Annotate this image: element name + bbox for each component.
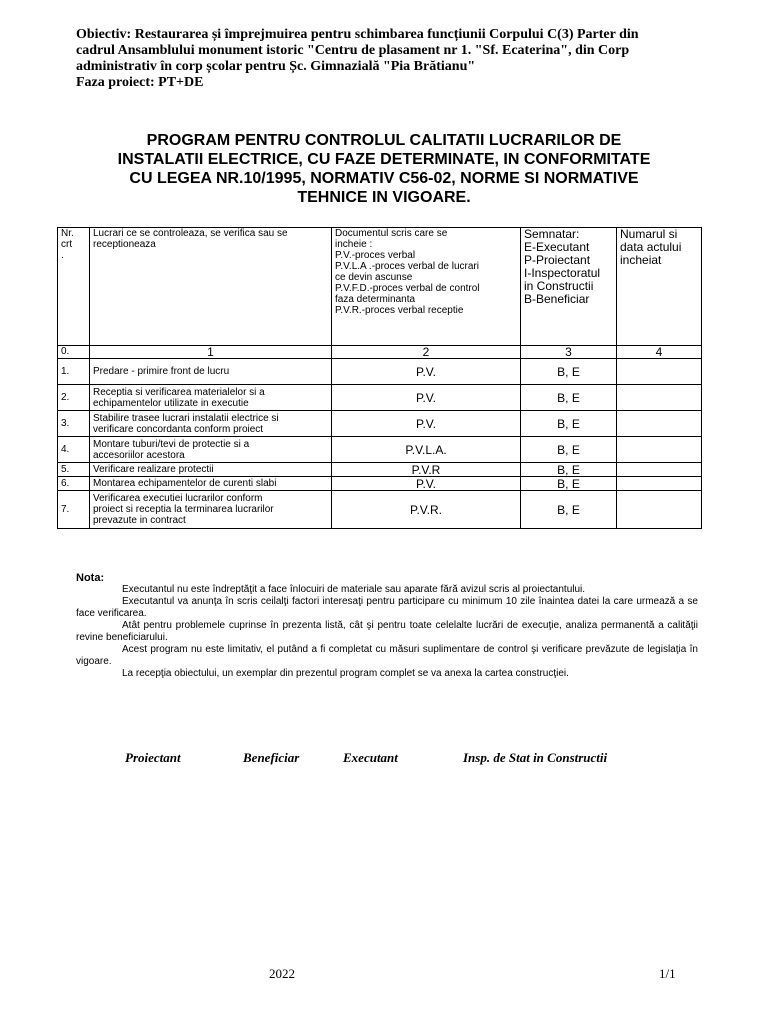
table-row <box>58 359 702 385</box>
project-header <box>76 27 696 91</box>
row-lucrare: Verificarea executiei lucrarilor conform proiect si receptia la terminarea lucrarilor prevazute in contract <box>90 491 332 529</box>
header-nr-crt: Nr. crt . <box>58 228 90 346</box>
row-semnatar: B, E <box>521 359 617 385</box>
row-lucrare: Predare - primire front de lucru <box>90 359 332 385</box>
row-document: P.V.R. <box>332 491 521 529</box>
row-numar <box>617 385 702 411</box>
header-objective-line-3: administrativ în corp școlar pentru Șc. Gimnazială "Pia Brătianu" <box>76 59 476 74</box>
nota-heading: Nota: <box>76 572 105 584</box>
title-line-2: INSTALATII ELECTRICE, CU FAZE DETERMINATE, IN CONFORMITATE <box>117 151 651 168</box>
row-numar <box>617 463 702 477</box>
row-semnatar: B, E <box>521 463 617 477</box>
nota-body <box>76 584 698 680</box>
row-lucrare: Stabilire trasee lucrari instalatii electrice si verificare concordanta conform proiect <box>90 411 332 437</box>
header-document: Documentul scris care se incheie : P.V.-proces verbal P.V.L.A .-proces verbal de lucrari ce devin ascunse P.V.F.D.-proces verbal de control faza determinanta P.V.R.-proces verbal receptie <box>332 228 521 346</box>
column-number-1: 1 <box>90 346 332 359</box>
row-semnatar: B, E <box>521 385 617 411</box>
row-document: P.V. <box>332 411 521 437</box>
row-lucrare: Receptia si verificarea materialelor si a echipamentelor utilizate in executie <box>90 385 332 411</box>
row-document: P.V. <box>332 359 521 385</box>
row-semnatar: B, E <box>521 491 617 529</box>
title-line-4: TEHNICE IN VIGOARE. <box>297 189 471 206</box>
row-document: P.V.L.A. <box>332 437 521 463</box>
nota-paragraph: Executantul nu este îndreptăţit a face înlocuiri de materiale sau aparate fără avizul scris al proiectantului. <box>122 584 586 595</box>
column-number-0: 0. <box>58 346 90 359</box>
header-phase: Faza proiect: PT+DE <box>76 75 204 90</box>
header-semnatar: Semnatar: E-Executant P-Proiectant I-Inspectoratul in Constructii B-Beneficiar <box>521 228 617 346</box>
row-document: P.V.R <box>332 463 521 477</box>
row-numar <box>617 411 702 437</box>
table-row <box>58 385 702 411</box>
footer-year: 2022 <box>269 966 295 981</box>
row-numar <box>617 437 702 463</box>
title-line-3: CU LEGEA NR.10/1995, NORMATIV C56-02, NORME SI NORMATIVE <box>129 170 639 187</box>
table-row <box>58 463 702 477</box>
row-document: P.V. <box>332 385 521 411</box>
row-numar <box>617 477 702 491</box>
table-row <box>58 477 702 491</box>
row-nr: 7. <box>58 491 90 529</box>
row-nr: 3. <box>58 411 90 437</box>
header-objective-line-2: cadrul Ansamblului monument istoric "Centru de plasament nr 1. "Sf. Ecaterina", din Corp <box>76 43 630 58</box>
row-semnatar: B, E <box>521 411 617 437</box>
row-nr: 5. <box>58 463 90 477</box>
table-header-row <box>58 228 702 346</box>
nota-paragraph: Atât pentru problemele cuprinse în prezenta listă, cât şi pentru toate celelalte lucrări de execuţie, analiza permanentă a calităţii revine beneficiarului. <box>76 620 698 643</box>
row-nr: 6. <box>58 477 90 491</box>
nota-paragraph: Executantul va anunţa în scris ceilalţi factori interesaţi pentru participare cu minimum 10 zile înaintea datei la care urmează a se face verificarea. <box>76 596 698 619</box>
signature-proiectant: Proiectant <box>125 750 181 765</box>
row-nr: 4. <box>58 437 90 463</box>
row-semnatar: B, E <box>521 437 617 463</box>
signature-beneficiar: Beneficiar <box>243 750 300 765</box>
column-number-3: 3 <box>521 346 617 359</box>
row-numar <box>617 359 702 385</box>
table-row <box>58 491 702 529</box>
header-objective-line-1: Obiectiv: Restaurarea și împrejmuirea pentru schimbarea funcțiunii Corpului C(3) Parter din <box>76 27 639 42</box>
nota-paragraph: Acest program nu este limitativ, el putând a fi completat cu măsuri suplimentare de control şi verificare prevăzute de legislaţia în vigoare. <box>76 644 698 667</box>
row-nr: 2. <box>58 385 90 411</box>
column-number-4: 4 <box>617 346 702 359</box>
row-lucrare: Montare tuburi/tevi de protectie si a accesoriilor acestora <box>90 437 332 463</box>
column-number-2: 2 <box>332 346 521 359</box>
page-number: 1/1 <box>659 966 676 981</box>
row-semnatar: B, E <box>521 477 617 491</box>
column-numbering-row <box>58 346 702 359</box>
signature-inspector: Insp. de Stat in Constructii <box>463 750 608 765</box>
quality-control-table <box>57 227 702 529</box>
table-row <box>58 411 702 437</box>
row-lucrare: Verificare realizare protectii <box>90 463 332 477</box>
row-numar <box>617 491 702 529</box>
title-line-1: PROGRAM PENTRU CONTROLUL CALITATII LUCRARILOR DE <box>146 132 622 149</box>
header-lucrari: Lucrari ce se controleaza, se verifica sau se receptioneaza <box>90 228 332 346</box>
document-title <box>70 131 698 207</box>
row-document: P.V. <box>332 477 521 491</box>
header-numar-data: Numarul si data actului incheiat <box>617 228 702 346</box>
signature-executant: Executant <box>343 750 398 765</box>
table-row <box>58 437 702 463</box>
row-nr: 1. <box>58 359 90 385</box>
nota-paragraph: La recepţia obiectului, un exemplar din prezentul program complet se va anexa la cartea construcţiei. <box>122 668 569 679</box>
row-lucrare: Montarea echipamentelor de curenti slabi <box>90 477 332 491</box>
